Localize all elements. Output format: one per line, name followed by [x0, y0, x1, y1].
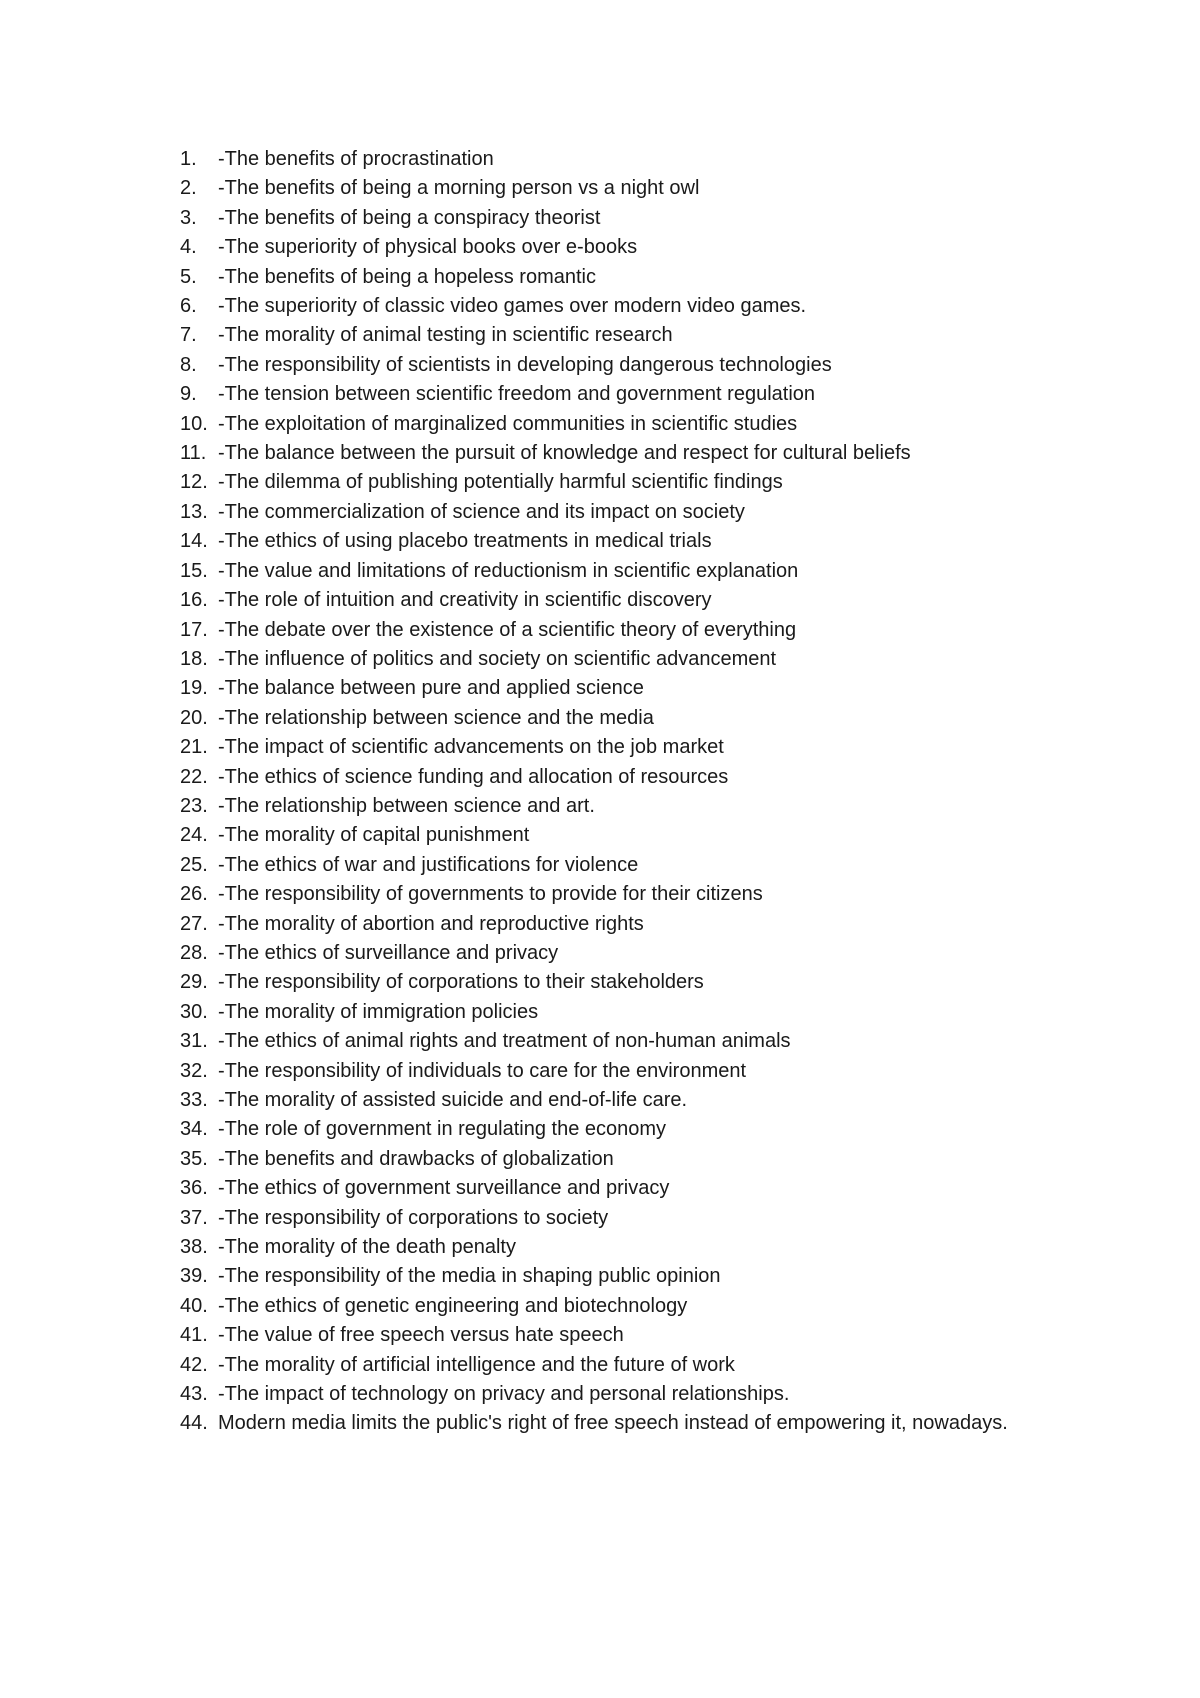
item-number: 30.	[180, 1000, 208, 1023]
list-item	[180, 1262, 1060, 1291]
item-number: 24.	[180, 824, 208, 847]
item-number: 31.	[180, 1030, 208, 1053]
item-text: -The role of intuition and creativity in scientific discovery	[218, 589, 712, 612]
list-item	[180, 880, 1060, 909]
item-text: Modern media limits the public's right of free speech instead of empowering it, nowadays.	[218, 1412, 1008, 1435]
item-number: 21.	[180, 736, 208, 759]
item-text: -The tension between scientific freedom and government regulation	[218, 383, 816, 406]
list-item	[180, 351, 1060, 380]
item-number: 13.	[180, 500, 208, 523]
list-item	[180, 1409, 1060, 1438]
item-number: 19.	[180, 677, 208, 700]
list-item	[180, 1057, 1060, 1086]
item-number: 25.	[180, 853, 208, 876]
item-number: 43.	[180, 1383, 208, 1406]
item-text: -The benefits of procrastination	[218, 148, 494, 170]
item-text: -The dilemma of publishing potentially harmful scientific findings	[218, 471, 783, 494]
item-text: -The ethics of surveillance and privacy	[218, 941, 559, 964]
item-number: 38.	[180, 1236, 208, 1259]
item-text: -The relationship between science and art.	[218, 794, 595, 817]
list-item	[180, 410, 1060, 439]
list-item	[180, 968, 1060, 997]
list-item	[180, 557, 1060, 586]
item-number: 3.	[180, 206, 197, 229]
list-item	[180, 1027, 1060, 1056]
item-number: 42.	[180, 1353, 208, 1376]
item-number: 44.	[180, 1412, 208, 1435]
list-item	[180, 1321, 1060, 1350]
list-item	[180, 939, 1060, 968]
item-text: -The impact of technology on privacy and personal relationships.	[218, 1383, 790, 1406]
item-text: -The responsibility of scientists in developing dangerous technologies	[218, 353, 832, 376]
item-number: 32.	[180, 1059, 208, 1082]
list-item	[180, 645, 1060, 674]
item-number: 6.	[180, 295, 197, 318]
item-text: -The responsibility of corporations to their stakeholders	[218, 971, 704, 994]
item-text: -The morality of animal testing in scientific research	[218, 324, 673, 347]
item-text: -The benefits of being a morning person vs a night owl	[218, 177, 700, 200]
list-item	[180, 527, 1060, 556]
list-item	[180, 763, 1060, 792]
list-item	[180, 439, 1060, 468]
item-text: -The responsibility of corporations to society	[218, 1206, 609, 1229]
item-text: -The relationship between science and the media	[218, 706, 654, 729]
item-number: 39.	[180, 1265, 208, 1288]
item-number: 8.	[180, 353, 197, 376]
list-item	[180, 292, 1060, 321]
item-text: -The ethics of science funding and allocation of resources	[218, 765, 729, 788]
item-number: 36.	[180, 1177, 208, 1200]
item-number: 34.	[180, 1118, 208, 1141]
list-item	[180, 704, 1060, 733]
list-item	[180, 1145, 1060, 1174]
item-text: -The ethics of using placebo treatments in medical trials	[218, 530, 712, 553]
item-text: -The morality of immigration policies	[218, 1000, 539, 1023]
list-item	[180, 174, 1060, 203]
item-text: -The ethics of government surveillance and privacy	[218, 1177, 670, 1200]
item-text: -The morality of artificial intelligence and the future of work	[218, 1353, 735, 1376]
item-text: -The morality of abortion and reproductive rights	[218, 912, 644, 935]
item-number: 2.	[180, 177, 197, 200]
list-item	[180, 586, 1060, 615]
topic-list	[180, 145, 1060, 1439]
item-text: -The balance between the pursuit of knowledge and respect for cultural beliefs	[218, 442, 911, 465]
item-text: -The benefits of being a conspiracy theorist	[218, 206, 601, 229]
item-text: -The ethics of war and justifications for violence	[218, 853, 639, 876]
item-text: -The exploitation of marginalized communities in scientific studies	[218, 412, 798, 435]
list-item	[180, 498, 1060, 527]
item-text: -The morality of the death penalty	[218, 1236, 516, 1259]
item-number: 16.	[180, 589, 208, 612]
item-text: -The influence of politics and society on scientific advancement	[218, 647, 777, 670]
item-text: -The value of free speech versus hate speech	[218, 1324, 624, 1347]
list-item	[180, 792, 1060, 821]
list-item	[180, 616, 1060, 645]
list-item	[180, 998, 1060, 1027]
item-text: -The superiority of physical books over e-books	[218, 236, 638, 259]
item-number: 9.	[180, 383, 197, 406]
item-text: -The value and limitations of reductionism in scientific explanation	[218, 559, 799, 582]
list-item	[180, 1086, 1060, 1115]
item-text: -The superiority of classic video games over modern video games.	[218, 295, 807, 318]
item-number: 40.	[180, 1294, 208, 1317]
list-item	[180, 910, 1060, 939]
item-number: 1.	[180, 148, 197, 170]
list-item	[180, 1292, 1060, 1321]
item-number: 10.	[180, 412, 208, 435]
item-text: -The benefits of being a hopeless romantic	[218, 265, 596, 288]
list-item	[180, 1233, 1060, 1262]
item-number: 37.	[180, 1206, 208, 1229]
item-text: -The ethics of animal rights and treatment of non-human animals	[218, 1030, 791, 1053]
item-number: 22.	[180, 765, 208, 788]
item-number: 35.	[180, 1147, 208, 1170]
item-number: 27.	[180, 912, 208, 935]
item-text: -The debate over the existence of a scientific theory of everything	[218, 618, 797, 641]
item-text: -The ethics of genetic engineering and biotechnology	[218, 1294, 688, 1317]
item-text: -The balance between pure and applied science	[218, 677, 644, 700]
list-item	[180, 263, 1060, 292]
list-item	[180, 321, 1060, 350]
list-item	[180, 233, 1060, 262]
item-text: -The morality of assisted suicide and end-of-life care.	[218, 1089, 688, 1111]
item-text: -The commercialization of science and its impact on society	[218, 500, 745, 523]
item-text: -The impact of scientific advancements on the job market	[218, 736, 724, 759]
item-number: 26.	[180, 883, 208, 906]
item-text: -The responsibility of individuals to care for the environment	[218, 1059, 747, 1082]
item-number: 20.	[180, 706, 208, 729]
list-item	[180, 674, 1060, 703]
item-text: -The morality of capital punishment	[218, 824, 530, 847]
item-number: 4.	[180, 236, 197, 259]
list-item	[180, 380, 1060, 409]
item-number: 11.	[180, 442, 207, 465]
item-number: 5.	[180, 265, 197, 288]
list-item	[180, 204, 1060, 233]
item-number: 23.	[180, 794, 208, 817]
item-number: 17.	[180, 618, 208, 641]
item-text: -The responsibility of governments to provide for their citizens	[218, 883, 763, 906]
list-item	[180, 1380, 1060, 1409]
list-item	[180, 733, 1060, 762]
item-number: 29.	[180, 971, 208, 994]
item-number: 12.	[180, 471, 208, 494]
item-number: 28.	[180, 941, 208, 964]
list-item	[180, 1115, 1060, 1144]
list-item	[180, 1204, 1060, 1233]
list-item	[180, 1174, 1060, 1203]
item-number: 7.	[180, 324, 197, 347]
list-item	[180, 468, 1060, 497]
item-number: 33.	[180, 1089, 208, 1111]
list-item	[180, 851, 1060, 880]
item-text: -The role of government in regulating the economy	[218, 1118, 667, 1141]
item-text: -The responsibility of the media in shaping public opinion	[218, 1265, 721, 1288]
item-number: 14.	[180, 530, 208, 553]
item-number: 41.	[180, 1324, 208, 1347]
item-text: -The benefits and drawbacks of globalization	[218, 1147, 614, 1170]
list-item	[180, 145, 1060, 174]
item-number: 15.	[180, 559, 208, 582]
list-item	[180, 821, 1060, 850]
list-item	[180, 1351, 1060, 1380]
item-number: 18.	[180, 647, 208, 670]
